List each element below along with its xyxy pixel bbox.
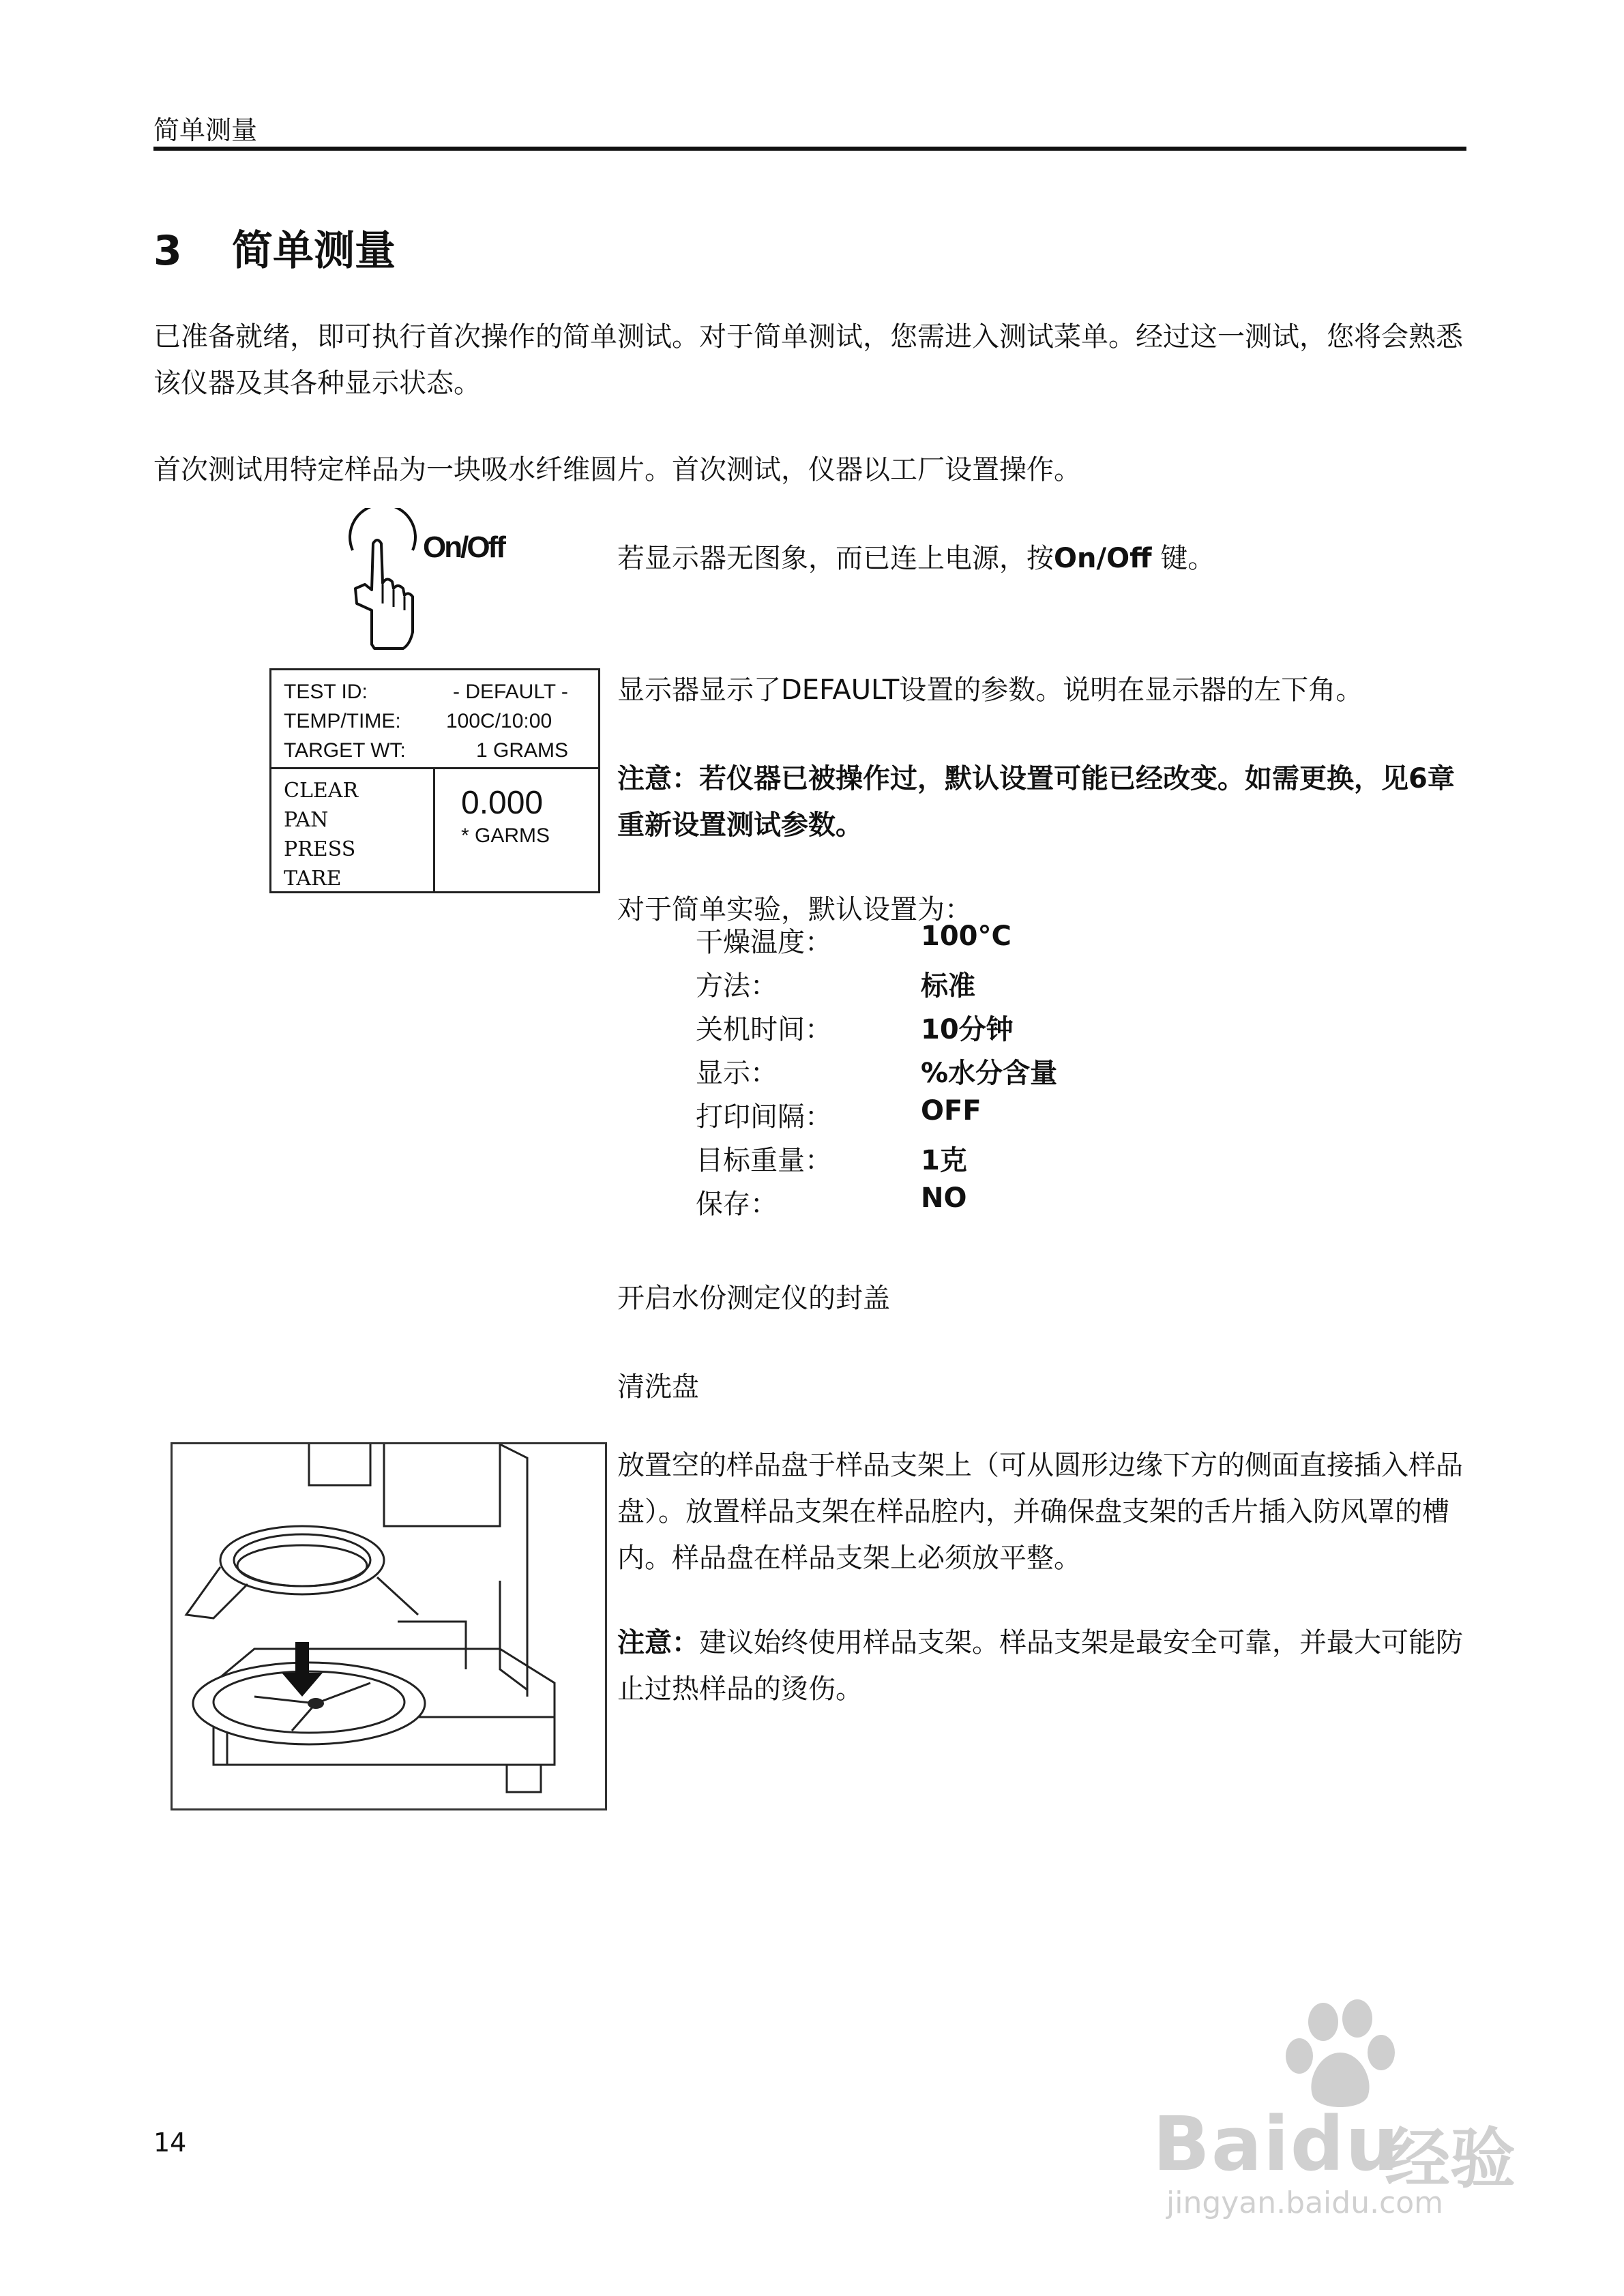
display-prompt-line: CLEAR <box>284 779 359 803</box>
display-description: 显示器显示了DEFAULT设置的参数。说明在显示器的左下角。 <box>617 674 1363 706</box>
display-reading-area <box>435 769 598 893</box>
defaults-row <box>696 921 1241 964</box>
defaults-key: 打印间隔： <box>696 1101 832 1133</box>
watermark-suffix: 经验 <box>1385 2121 1516 2197</box>
display-reading: 0.000 <box>461 785 544 821</box>
watermark-brand: Baidu <box>1153 2100 1400 2188</box>
note-1: 注意：若仪器已被操作过，默认设置可能已经改变。如需更换，见6章重新设置测试参数。 <box>617 763 1455 841</box>
onoff-instruction-pre: 若显示器无图象，而已连上电源，按 <box>617 543 1054 574</box>
hand-press-icon <box>344 508 423 655</box>
intro-paragraph-1: 已准备就绪，即可执行首次操作的简单测试。对于简单测试，您需进入测试菜单。经过这一测试，您将会熟悉该仪器及其各种显示状态。 <box>153 321 1463 399</box>
instrument-display <box>269 668 600 893</box>
display-row <box>284 706 598 736</box>
moisture-analyzer-illustration <box>173 1444 605 1808</box>
defaults-key: 目标重量： <box>696 1145 832 1176</box>
display-prompt-line: PRESS <box>284 837 356 861</box>
defaults-row <box>696 1052 1241 1095</box>
defaults-value: NO <box>921 1182 967 1214</box>
defaults-row <box>696 1008 1241 1052</box>
display-parameters <box>271 670 598 769</box>
defaults-row <box>696 1182 1241 1226</box>
watermark-url: jingyan.baidu.com <box>1166 2186 1444 2220</box>
onoff-key-label: On/Off <box>423 531 504 564</box>
defaults-value: 标准 <box>921 970 975 1002</box>
display-row-key: TEMP/TIME: <box>284 710 401 732</box>
defaults-value: OFF <box>921 1095 981 1127</box>
onoff-instruction-post: 键。 <box>1151 543 1215 574</box>
defaults-intro: 对于简单实验，默认设置为： <box>617 894 972 925</box>
display-row <box>284 736 598 765</box>
display-unit: * GARMS <box>461 824 550 847</box>
defaults-value: 1克 <box>921 1145 967 1176</box>
baidu-watermark <box>1153 1998 1535 2223</box>
page-number: 14 <box>153 2128 187 2158</box>
display-prompt-line: PAN <box>284 808 329 832</box>
defaults-key: 保存： <box>696 1189 778 1220</box>
display-prompt-line: TARE <box>284 867 342 891</box>
defaults-key: 关机时间： <box>696 1014 832 1045</box>
defaults-key: 方法： <box>696 970 778 1002</box>
section-number: 3 <box>153 227 182 275</box>
display-row-key: TEST ID: <box>284 681 368 703</box>
display-row-key: TARGET WT: <box>284 739 406 762</box>
display-row <box>284 677 598 706</box>
note-2-label: 注意： <box>617 1627 699 1658</box>
display-row-value: - DEFAULT - <box>453 681 568 703</box>
section-heading <box>153 218 396 277</box>
defaults-value: 100°C <box>921 921 1012 952</box>
note-2-text: 建议始终使用样品支架。样品支架是最安全可靠，并最大可能防止过热样品的烫伤。 <box>617 1627 1463 1705</box>
note-2 <box>617 1620 1470 1712</box>
step-open-lid: 开启水份测定仪的封盖 <box>617 1283 890 1314</box>
defaults-row <box>696 1139 1241 1182</box>
onoff-instruction-key: On/Off <box>1054 543 1152 574</box>
place-pan-text: 放置空的样品盘于样品支架上（可从圆形边缘下方的侧面直接插入样品盘）。放置样品支架在样品腔内，并确保盘支架的舌片插入防风罩的槽内。样品盘在样品支架上必须放平整。 <box>617 1450 1463 1574</box>
step-clean-pan: 清洗盘 <box>617 1371 699 1403</box>
section-title: 简单测量 <box>232 227 396 275</box>
defaults-value: 10分钟 <box>921 1014 1014 1045</box>
defaults-value: %水分含量 <box>921 1058 1058 1089</box>
display-row-value: 1 GRAMS <box>476 739 569 762</box>
display-prompt <box>271 769 435 893</box>
defaults-key: 显示： <box>696 1058 778 1089</box>
defaults-row <box>696 1095 1241 1139</box>
sample-pan-figure <box>171 1442 607 1810</box>
defaults-row <box>696 964 1241 1008</box>
defaults-key: 干燥温度： <box>696 927 832 958</box>
intro-paragraph-2: 首次测试用特定样品为一块吸水纤维圆片。首次测试，仪器以工厂设置操作。 <box>153 454 1081 486</box>
running-header: 简单测量 <box>153 115 258 145</box>
display-row-value: 100C/10:00 <box>446 710 552 732</box>
header-rule <box>153 147 1466 151</box>
onoff-instruction <box>617 535 1470 582</box>
